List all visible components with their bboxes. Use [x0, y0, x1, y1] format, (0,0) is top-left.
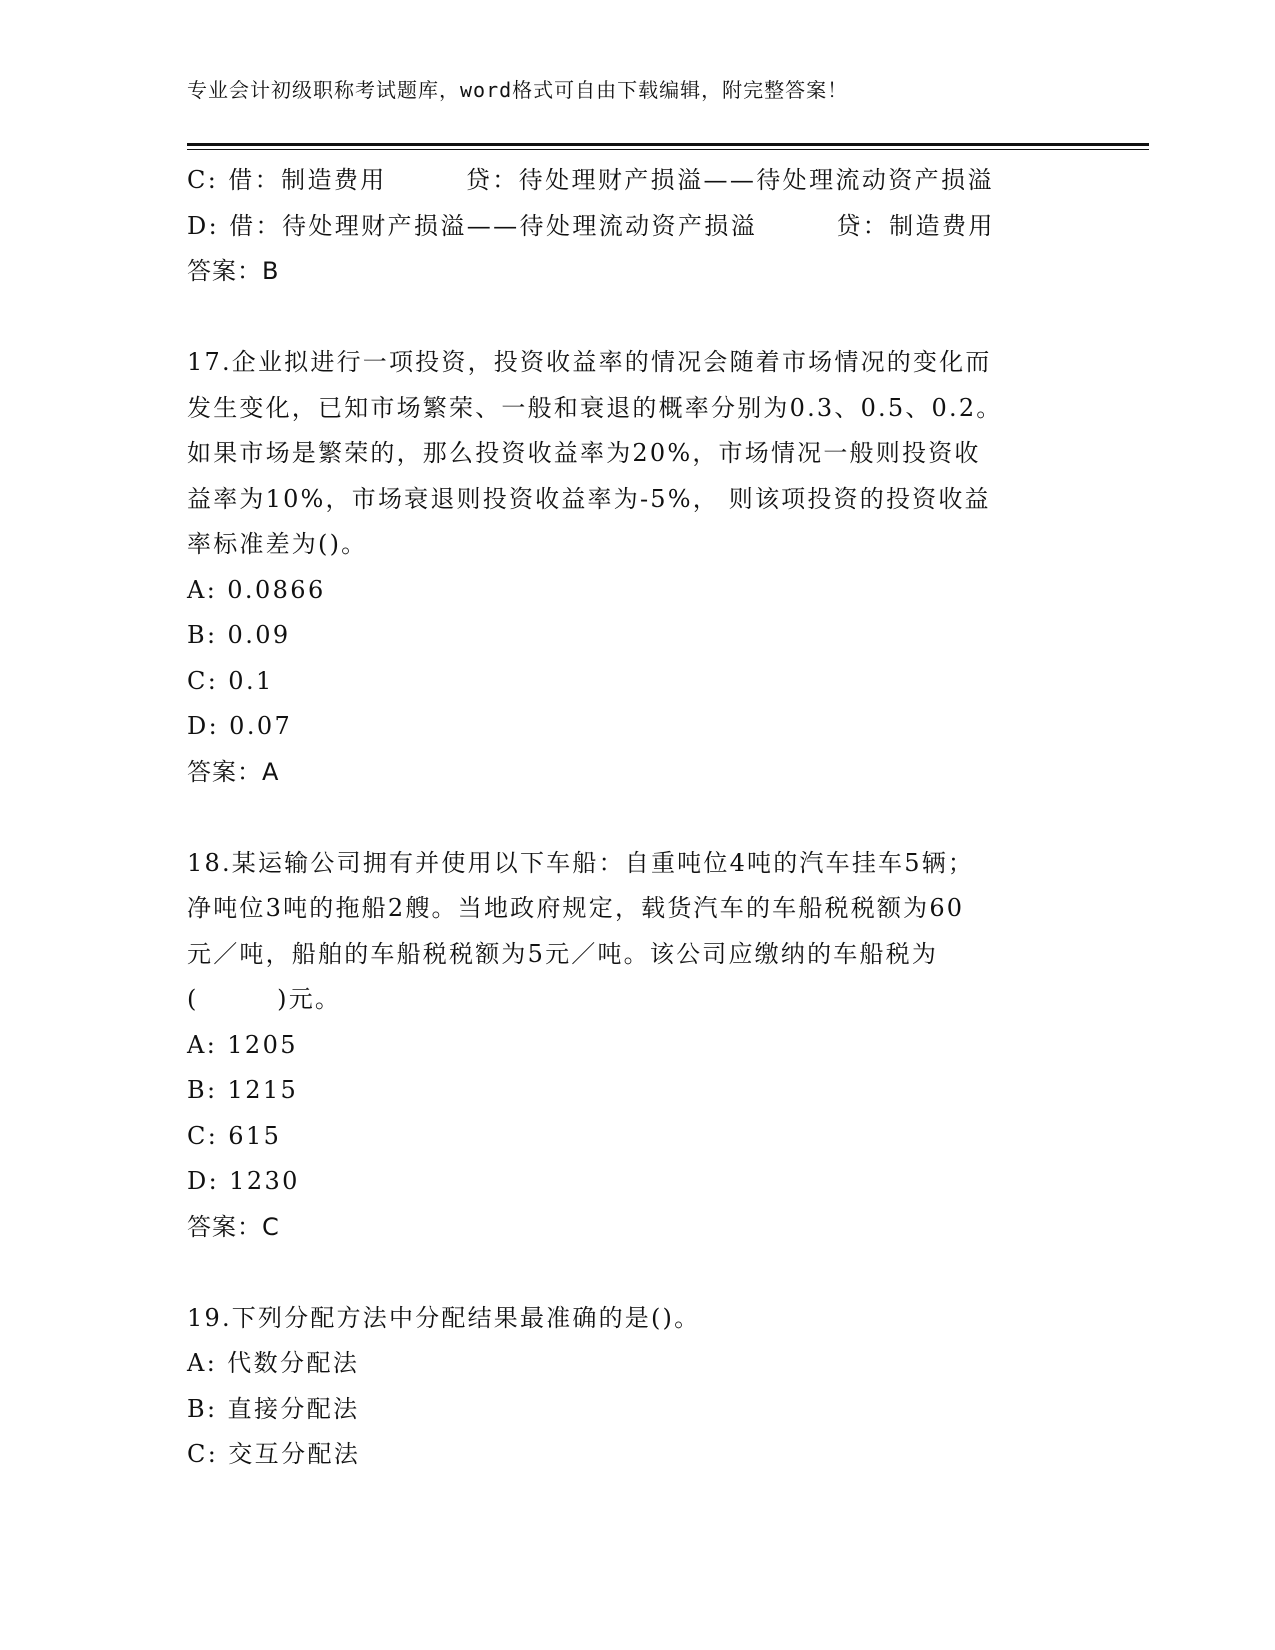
page-header: 专业会计初级职称考试题库，word格式可自由下载编辑，附完整答案！ — [187, 78, 849, 102]
stem-line: 如果市场是繁荣的，那么投资收益率为20%，市场情况一般则投资收 — [187, 439, 981, 467]
header-divider-thin — [187, 149, 1149, 150]
option-b: B: 1215 — [187, 1076, 299, 1104]
stem-line: 18.某运输公司拥有并使用以下车船：自重吨位4吨的汽车挂车5辆； — [187, 848, 975, 877]
option-a: A: 代数分配法 — [187, 1349, 360, 1377]
answer-label: 答案：C — [187, 1212, 280, 1241]
question-16-tail — [187, 158, 1087, 295]
stem-line: ( )元。 — [187, 985, 342, 1013]
question-content — [187, 158, 1087, 1478]
option-d: D: 0.07 — [187, 712, 293, 740]
option-b: B: 0.09 — [187, 621, 291, 649]
stem-line: 益率为10%，市场衰退则投资收益率为-5%， 则该项投资的投资收益 — [187, 484, 991, 513]
option-d: D: 借：待处理财产损溢——待处理流动资产损溢 贷：制造费用 — [187, 211, 995, 240]
option-c: C: 交互分配法 — [187, 1440, 361, 1468]
stem-line: 净吨位3吨的拖船2艘。当地政府规定，载货汽车的车船税税额为60 — [187, 894, 965, 922]
question-stem — [187, 1296, 1087, 1342]
question-17 — [187, 340, 1087, 795]
stem-line: 元／吨，船舶的车船税税额为5元／吨。该公司应缴纳的车船税为 — [187, 939, 939, 968]
question-19 — [187, 1296, 1087, 1478]
spacer — [187, 1250, 1087, 1296]
question-stem — [187, 340, 1087, 568]
answer-label: 答案：A — [187, 757, 280, 786]
stem-line: 17.企业拟进行一项投资，投资收益率的情况会随着市场情况的变化而 — [187, 348, 992, 376]
header-divider-thick — [187, 143, 1149, 146]
stem-line: 率标准差为()。 — [187, 530, 368, 558]
option-a: A: 0.0866 — [187, 575, 326, 604]
option-c: C: 615 — [187, 1121, 282, 1150]
stem-line: 19.下列分配方法中分配结果最准确的是()。 — [187, 1303, 701, 1332]
option-c: C: 0.1 — [187, 666, 274, 695]
spacer — [187, 295, 1087, 341]
answer-label: 答案：B — [187, 257, 280, 285]
stem-line: 发生变化，已知市场繁荣、一般和衰退的概率分别为0.3、0.5、0.2。 — [187, 393, 1003, 422]
option-b: B: 直接分配法 — [187, 1394, 360, 1423]
question-18 — [187, 841, 1087, 1251]
question-stem — [187, 841, 1087, 1023]
option-d: D: 1230 — [187, 1167, 300, 1195]
option-a: A: 1205 — [187, 1030, 298, 1059]
option-c: C: 借：制造费用 贷：待处理财产损溢——待处理流动资产损溢 — [187, 166, 994, 194]
spacer — [187, 795, 1087, 841]
